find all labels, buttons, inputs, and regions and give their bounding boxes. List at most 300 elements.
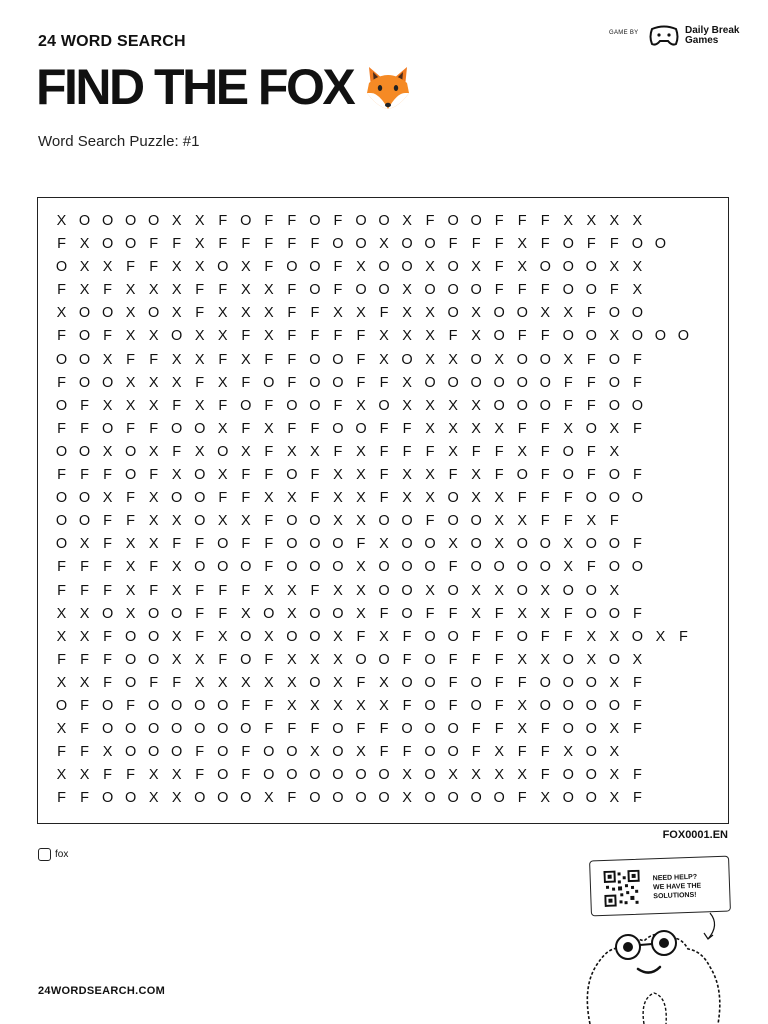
grid-cell[interactable] (649, 372, 672, 395)
grid-cell[interactable] (695, 418, 718, 441)
grid-cell[interactable]: O (539, 559, 551, 576)
grid-cell[interactable]: X (402, 305, 412, 322)
grid-cell[interactable] (649, 603, 672, 626)
grid-cell[interactable]: O (677, 328, 690, 345)
grid-cell[interactable]: F (310, 305, 320, 322)
grid-cell[interactable]: X (102, 443, 113, 460)
grid-cell[interactable]: O (124, 721, 137, 738)
grid-cell[interactable]: O (309, 351, 321, 368)
grid-cell[interactable]: F (287, 420, 297, 437)
grid-cell[interactable]: X (310, 443, 320, 460)
grid-cell[interactable]: X (379, 674, 389, 691)
grid-cell[interactable]: F (241, 536, 251, 553)
grid-cell[interactable]: X (402, 397, 412, 414)
grid-cell[interactable]: O (171, 721, 183, 738)
grid-cell[interactable]: O (378, 582, 390, 599)
grid-cell[interactable]: F (540, 443, 550, 460)
grid-cell[interactable]: O (332, 374, 344, 391)
grid-cell[interactable] (672, 787, 695, 810)
grid-cell[interactable]: O (539, 674, 551, 691)
grid-cell[interactable]: X (240, 605, 251, 622)
grid-cell[interactable]: F (494, 443, 504, 460)
grid-cell[interactable] (649, 210, 672, 233)
grid-cell[interactable]: F (80, 467, 89, 484)
grid-cell[interactable] (649, 533, 672, 556)
grid-cell[interactable]: F (57, 236, 66, 253)
grid-cell[interactable]: O (78, 328, 91, 345)
grid-cell[interactable]: F (586, 559, 596, 576)
grid-cell[interactable]: O (124, 790, 137, 807)
grid-cell[interactable]: X (425, 351, 435, 368)
grid-cell[interactable] (695, 672, 718, 695)
grid-cell[interactable]: O (401, 513, 413, 530)
grid-cell[interactable]: O (470, 374, 482, 391)
grid-cell[interactable]: F (103, 651, 112, 668)
grid-cell[interactable]: F (586, 351, 596, 368)
grid-cell[interactable]: X (56, 767, 67, 784)
grid-cell[interactable]: O (101, 605, 114, 622)
grid-cell[interactable] (695, 464, 718, 487)
grid-cell[interactable]: O (424, 697, 436, 714)
grid-cell[interactable]: X (494, 490, 504, 507)
grid-cell[interactable] (626, 580, 649, 603)
grid-cell[interactable]: F (172, 397, 182, 414)
grid-cell[interactable]: O (608, 351, 620, 368)
grid-cell[interactable]: O (447, 282, 459, 299)
grid-cell[interactable]: F (57, 282, 66, 299)
grid-cell[interactable]: O (124, 443, 137, 460)
grid-cell[interactable]: X (171, 282, 182, 299)
grid-cell[interactable]: F (103, 582, 112, 599)
grid-cell[interactable]: O (240, 721, 252, 738)
grid-cell[interactable]: X (217, 674, 228, 691)
grid-cell[interactable]: O (101, 236, 114, 253)
grid-cell[interactable]: O (148, 213, 160, 229)
grid-cell[interactable]: F (402, 420, 412, 437)
grid-cell[interactable]: X (494, 744, 504, 761)
grid-cell[interactable]: F (356, 351, 366, 368)
grid-cell[interactable] (695, 233, 718, 256)
grid-cell[interactable]: X (379, 236, 389, 253)
grid-cell[interactable]: O (309, 536, 321, 553)
grid-cell[interactable]: X (563, 213, 574, 229)
grid-cell[interactable]: O (562, 328, 574, 345)
grid-cell[interactable]: F (149, 559, 159, 576)
grid-cell[interactable]: O (309, 559, 321, 576)
grid-cell[interactable]: X (148, 328, 159, 345)
grid-cell[interactable]: F (402, 628, 412, 645)
grid-cell[interactable]: O (286, 559, 298, 576)
grid-cell[interactable]: F (448, 467, 458, 484)
grid-cell[interactable] (672, 349, 695, 372)
grid-cell[interactable]: O (194, 420, 206, 437)
grid-cell[interactable]: O (539, 536, 551, 553)
grid-cell[interactable]: O (631, 490, 644, 507)
grid-cell[interactable]: F (80, 697, 89, 714)
site-url[interactable]: 24WORDSEARCH.COM (38, 985, 166, 997)
grid-cell[interactable]: F (57, 744, 66, 761)
grid-cell[interactable]: F (195, 305, 205, 322)
grid-cell[interactable]: X (402, 790, 412, 807)
grid-cell[interactable]: X (494, 351, 504, 368)
grid-cell[interactable]: F (540, 721, 550, 738)
grid-cell[interactable]: X (609, 582, 620, 599)
grid-cell[interactable]: X (171, 467, 182, 484)
grid-cell[interactable]: O (401, 259, 413, 276)
grid-cell[interactable]: F (563, 397, 573, 414)
grid-cell[interactable]: F (540, 328, 550, 345)
qr-code-icon[interactable] (603, 870, 640, 907)
grid-cell[interactable] (649, 718, 672, 741)
grid-cell[interactable]: X (609, 213, 620, 229)
grid-cell[interactable]: F (333, 443, 343, 460)
grid-cell[interactable]: F (379, 443, 389, 460)
grid-cell[interactable]: F (241, 236, 251, 253)
grid-cell[interactable]: O (378, 767, 390, 784)
grid-cell[interactable]: O (424, 767, 436, 784)
grid-cell[interactable]: O (447, 628, 459, 645)
grid-cell[interactable]: F (264, 513, 274, 530)
grid-cell[interactable]: O (217, 721, 229, 738)
grid-cell[interactable]: F (195, 744, 205, 761)
grid-cell[interactable]: O (562, 282, 574, 299)
grid-cell[interactable] (695, 649, 718, 672)
grid-cell[interactable]: O (539, 259, 551, 276)
grid-cell[interactable]: X (494, 767, 504, 784)
grid-cell[interactable]: O (55, 351, 68, 368)
grid-cell[interactable]: O (562, 674, 574, 691)
grid-cell[interactable]: F (494, 651, 504, 668)
grid-cell[interactable]: X (402, 490, 412, 507)
grid-cell[interactable]: O (631, 328, 644, 345)
grid-cell[interactable]: O (470, 513, 482, 530)
grid-cell[interactable]: O (424, 559, 436, 576)
grid-cell[interactable]: O (585, 328, 597, 345)
grid-cell[interactable]: O (309, 397, 321, 414)
grid-cell[interactable] (695, 741, 718, 764)
grid-cell[interactable]: F (586, 374, 596, 391)
grid-cell[interactable]: X (517, 721, 528, 738)
grid-cell[interactable]: O (401, 674, 413, 691)
grid-cell[interactable]: F (218, 236, 228, 253)
grid-cell[interactable]: X (632, 651, 643, 668)
grid-cell[interactable]: F (195, 767, 205, 784)
grid-cell[interactable]: X (102, 744, 113, 761)
grid-cell[interactable]: X (287, 582, 297, 599)
grid-cell[interactable]: X (632, 282, 643, 299)
grid-cell[interactable]: O (78, 351, 91, 368)
grid-cell[interactable]: X (148, 443, 159, 460)
grid-cell[interactable]: O (355, 420, 367, 437)
grid-cell[interactable]: F (540, 282, 550, 299)
grid-cell[interactable]: X (379, 536, 389, 553)
grid-cell[interactable]: F (471, 628, 481, 645)
grid-cell[interactable]: O (309, 605, 321, 622)
grid-cell[interactable]: F (264, 351, 274, 368)
grid-cell[interactable]: O (171, 605, 183, 622)
grid-cell[interactable]: X (471, 605, 481, 622)
grid-cell[interactable]: O (355, 236, 367, 253)
grid-cell[interactable] (672, 672, 695, 695)
grid-cell[interactable]: X (171, 559, 182, 576)
grid-cell[interactable]: X (263, 328, 274, 345)
grid-cell[interactable]: F (563, 490, 573, 507)
grid-cell[interactable]: F (195, 628, 205, 645)
grid-cell[interactable]: F (80, 790, 89, 807)
grid-cell[interactable]: X (540, 582, 551, 599)
grid-cell[interactable]: F (80, 559, 89, 576)
grid-cell[interactable]: X (148, 767, 159, 784)
grid-cell[interactable]: O (654, 328, 667, 345)
grid-cell[interactable]: F (126, 697, 136, 714)
grid-cell[interactable]: O (286, 628, 298, 645)
grid-cell[interactable]: O (332, 420, 344, 437)
grid-cell[interactable]: X (379, 628, 389, 645)
grid-cell[interactable]: O (332, 767, 344, 784)
grid-cell[interactable]: F (103, 674, 112, 691)
grid-cell[interactable]: X (263, 420, 274, 437)
grid-cell[interactable]: F (241, 420, 251, 437)
grid-cell[interactable]: F (80, 397, 89, 414)
grid-cell[interactable]: X (333, 490, 343, 507)
grid-cell[interactable] (649, 441, 672, 464)
grid-cell[interactable]: O (585, 490, 597, 507)
grid-cell[interactable]: X (402, 328, 412, 345)
grid-cell[interactable]: F (126, 259, 136, 276)
grid-cell[interactable]: F (679, 628, 688, 645)
grid-cell[interactable] (672, 741, 695, 764)
grid-cell[interactable]: F (103, 328, 112, 345)
grid-cell[interactable]: X (333, 305, 343, 322)
grid-cell[interactable]: X (425, 467, 435, 484)
grid-cell[interactable]: F (563, 628, 573, 645)
grid-cell[interactable]: X (125, 536, 136, 553)
grid-cell[interactable]: F (494, 259, 504, 276)
grid-cell[interactable]: F (241, 328, 251, 345)
grid-cell[interactable] (649, 556, 672, 579)
grid-cell[interactable]: F (632, 790, 642, 807)
grid-cell[interactable]: F (195, 536, 205, 553)
grid-cell[interactable]: O (171, 697, 183, 714)
grid-cell[interactable]: X (56, 674, 67, 691)
grid-cell[interactable]: O (309, 513, 321, 530)
grid-cell[interactable]: X (494, 536, 504, 553)
grid-cell[interactable]: O (378, 651, 390, 668)
grid-cell[interactable]: F (126, 490, 136, 507)
grid-cell[interactable]: O (608, 536, 620, 553)
grid-cell[interactable]: O (171, 490, 183, 507)
grid-cell[interactable]: X (425, 259, 435, 276)
grid-cell[interactable]: F (287, 282, 297, 299)
grid-cell[interactable]: F (218, 605, 228, 622)
grid-cell[interactable]: F (333, 282, 343, 299)
grid-cell[interactable]: O (78, 305, 91, 322)
grid-cell[interactable]: F (609, 282, 619, 299)
grid-cell[interactable]: F (80, 744, 89, 761)
grid-cell[interactable]: O (608, 651, 620, 668)
grid-cell[interactable]: O (562, 467, 574, 484)
grid-cell[interactable]: F (586, 305, 596, 322)
grid-cell[interactable] (695, 626, 718, 649)
grid-cell[interactable] (695, 556, 718, 579)
grid-cell[interactable]: F (356, 721, 366, 738)
grid-cell[interactable]: F (287, 328, 297, 345)
grid-cell[interactable]: X (310, 651, 320, 668)
grid-cell[interactable]: F (632, 605, 642, 622)
grid-cell[interactable]: X (517, 697, 528, 714)
grid-cell[interactable]: X (217, 467, 228, 484)
grid-cell[interactable]: F (609, 236, 619, 253)
grid-cell[interactable]: F (448, 559, 458, 576)
grid-cell[interactable]: X (471, 490, 481, 507)
grid-cell[interactable]: X (263, 490, 274, 507)
grid-cell[interactable] (672, 603, 695, 626)
grid-cell[interactable]: O (240, 559, 252, 576)
grid-cell[interactable]: X (217, 420, 228, 437)
grid-cell[interactable]: O (631, 559, 644, 576)
grid-cell[interactable]: O (194, 467, 206, 484)
grid-cell[interactable]: O (55, 536, 68, 553)
grid-cell[interactable]: X (217, 305, 228, 322)
grid-cell[interactable]: O (539, 374, 551, 391)
grid-cell[interactable]: X (194, 674, 205, 691)
grid-cell[interactable]: X (379, 328, 389, 345)
grid-cell[interactable]: O (585, 790, 597, 807)
grid-cell[interactable]: O (447, 259, 459, 276)
grid-cell[interactable]: X (310, 744, 320, 761)
grid-cell[interactable]: O (78, 513, 91, 530)
grid-cell[interactable]: O (631, 305, 644, 322)
grid-cell[interactable]: F (172, 674, 182, 691)
grid-cell[interactable]: F (586, 397, 596, 414)
grid-cell[interactable]: F (80, 582, 89, 599)
grid-cell[interactable]: O (539, 351, 551, 368)
grid-cell[interactable] (695, 533, 718, 556)
grid-cell[interactable] (695, 349, 718, 372)
grid-cell[interactable]: F (540, 467, 550, 484)
grid-cell[interactable] (672, 695, 695, 718)
grid-cell[interactable]: F (241, 490, 251, 507)
grid-cell[interactable]: O (401, 721, 413, 738)
grid-cell[interactable]: O (562, 259, 574, 276)
grid-cell[interactable]: O (608, 305, 620, 322)
grid-cell[interactable]: F (241, 374, 251, 391)
grid-cell[interactable]: X (632, 213, 643, 229)
grid-cell[interactable]: O (332, 744, 344, 761)
grid-cell[interactable]: O (55, 397, 68, 414)
grid-cell[interactable]: F (356, 674, 366, 691)
grid-cell[interactable]: X (655, 628, 666, 645)
grid-cell[interactable]: X (287, 674, 297, 691)
grid-cell[interactable] (672, 418, 695, 441)
grid-cell[interactable]: X (79, 236, 90, 253)
grid-cell[interactable]: O (355, 282, 367, 299)
grid-cell[interactable]: F (356, 328, 366, 345)
grid-cell[interactable]: O (55, 490, 68, 507)
grid-cell[interactable]: F (448, 674, 458, 691)
grid-cell[interactable]: O (78, 490, 91, 507)
grid-cell[interactable] (649, 487, 672, 510)
grid-cell[interactable]: F (57, 790, 66, 807)
grid-cell[interactable]: O (101, 697, 114, 714)
grid-cell[interactable]: F (310, 582, 320, 599)
grid-cell[interactable]: F (172, 536, 182, 553)
grid-cell[interactable]: X (217, 513, 228, 530)
grid-cell[interactable]: X (517, 513, 528, 530)
grid-cell[interactable]: X (471, 328, 481, 345)
grid-cell[interactable]: F (287, 790, 297, 807)
grid-cell[interactable]: X (609, 443, 620, 460)
grid-cell[interactable]: X (102, 259, 113, 276)
grid-cell[interactable]: F (517, 328, 527, 345)
grid-cell[interactable]: X (609, 790, 620, 807)
grid-cell[interactable]: O (562, 651, 574, 668)
grid-cell[interactable]: F (448, 605, 458, 622)
grid-cell[interactable]: F (218, 397, 228, 414)
grid-cell[interactable]: O (378, 259, 390, 276)
grid-cell[interactable]: F (632, 467, 642, 484)
grid-cell[interactable]: O (516, 559, 528, 576)
grid-cell[interactable]: O (332, 536, 344, 553)
grid-cell[interactable]: F (80, 721, 89, 738)
grid-cell[interactable]: O (585, 605, 597, 622)
grid-cell[interactable]: X (517, 259, 528, 276)
grid-cell[interactable]: O (631, 236, 644, 253)
grid-cell[interactable]: F (218, 490, 228, 507)
grid-cell[interactable]: O (309, 767, 321, 784)
grid-cell[interactable]: O (309, 282, 321, 299)
grid-cell[interactable]: X (287, 490, 297, 507)
grid-cell[interactable]: F (448, 697, 458, 714)
grid-cell[interactable]: O (171, 420, 183, 437)
grid-cell[interactable]: X (171, 628, 182, 645)
grid-cell[interactable]: X (263, 628, 274, 645)
grid-cell[interactable]: F (494, 721, 504, 738)
grid-cell[interactable]: O (516, 536, 528, 553)
grid-cell[interactable]: F (310, 467, 320, 484)
grid-cell[interactable]: O (217, 790, 229, 807)
grid-cell[interactable]: O (470, 790, 482, 807)
grid-cell[interactable]: F (57, 651, 66, 668)
grid-cell[interactable]: X (263, 305, 274, 322)
grid-cell[interactable] (626, 510, 649, 533)
grid-cell[interactable]: X (609, 721, 620, 738)
grid-cell[interactable]: X (333, 582, 343, 599)
grid-cell[interactable]: X (448, 536, 458, 553)
grid-cell[interactable] (695, 487, 718, 510)
grid-cell[interactable] (695, 325, 718, 348)
grid-cell[interactable] (649, 787, 672, 810)
grid-cell[interactable] (649, 649, 672, 672)
grid-cell[interactable]: O (424, 721, 436, 738)
grid-cell[interactable]: O (493, 374, 505, 391)
grid-cell[interactable]: O (332, 236, 344, 253)
grid-cell[interactable]: F (540, 420, 550, 437)
grid-cell[interactable] (695, 718, 718, 741)
grid-cell[interactable]: F (287, 213, 297, 229)
grid-cell[interactable]: O (332, 351, 344, 368)
grid-cell[interactable]: X (586, 628, 597, 645)
grid-cell[interactable] (672, 580, 695, 603)
grid-cell[interactable]: X (148, 790, 159, 807)
grid-cell[interactable]: F (264, 259, 274, 276)
grid-cell[interactable]: X (425, 420, 435, 437)
grid-cell[interactable]: O (493, 397, 505, 414)
grid-cell[interactable]: F (103, 467, 112, 484)
grid-cell[interactable]: F (149, 236, 159, 253)
grid-cell[interactable]: X (356, 259, 366, 276)
grid-cell[interactable]: O (585, 721, 597, 738)
